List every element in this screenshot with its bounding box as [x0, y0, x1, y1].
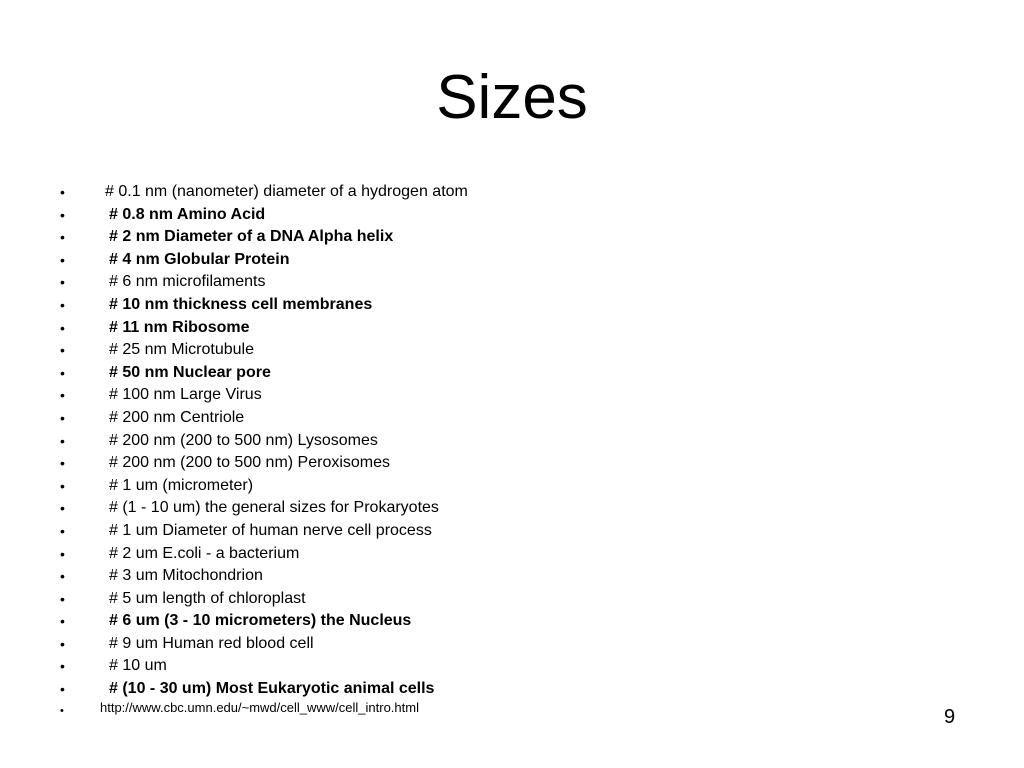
list-item-text: # 100 nm Large Virus	[109, 386, 262, 404]
list-item-text: # 200 nm (200 to 500 nm) Lysosomes	[109, 431, 378, 449]
bullet-icon: •	[60, 387, 65, 404]
list-item-text: # 9 um Human red blood cell	[109, 634, 314, 652]
list-item-text: # 5 um length of chloroplast	[109, 589, 306, 607]
bullet-icon: •	[60, 704, 64, 717]
list-item-text: # 4 nm Globular Protein	[109, 250, 290, 268]
bullet-icon: •	[60, 432, 65, 449]
bullet-icon: •	[60, 319, 65, 336]
bullet-icon: •	[60, 522, 65, 539]
bullet-icon: •	[60, 229, 65, 246]
bullet-icon: •	[60, 251, 65, 268]
bullet-icon: •	[60, 545, 65, 562]
list-item-text: # 1 um Diameter of human nerve cell process	[109, 521, 432, 539]
bullet-icon: •	[60, 184, 65, 200]
bullet-icon: •	[60, 635, 65, 652]
bullet-icon: •	[60, 681, 65, 698]
list-item-text: # (10 - 30 um) Most Eukaryotic animal cells	[109, 680, 435, 698]
bullet-icon: •	[60, 206, 65, 223]
bullet-icon: •	[60, 342, 65, 359]
slide-title: Sizes	[436, 63, 588, 132]
list-item-text: # 200 nm (200 to 500 nm) Peroxisomes	[109, 454, 391, 472]
list-item-text: # 2 um E.coli - a bacterium	[109, 544, 300, 562]
bullet-icon: •	[60, 590, 65, 607]
list-item-text: # 0.8 nm Amino Acid	[109, 205, 266, 223]
source-link[interactable]: http://www.cbc.umn.edu/~mwd/cell_www/cell_intro.html	[100, 699, 419, 715]
list-item-text: # 2 nm Diameter of a DNA Alpha helix	[109, 228, 394, 246]
bullet-icon: •	[60, 364, 65, 381]
list-item-text: # 6 um (3 - 10 micrometers) the Nucleus	[109, 612, 412, 630]
bullet-icon: •	[60, 455, 65, 472]
bullet-icon: •	[60, 568, 65, 585]
bullet-icon: •	[60, 477, 65, 494]
slide-number: 9	[944, 706, 956, 728]
list-item-text: # 3 um Mitochondrion	[109, 567, 263, 585]
bullet-icon: •	[60, 409, 65, 426]
list-item-text: # 10 um	[109, 657, 167, 675]
bullet-icon: •	[60, 658, 65, 675]
list-item-text: # 0.1 nm (nanometer) diameter of a hydrogen atom	[105, 183, 468, 200]
bullet-icon: •	[60, 613, 65, 630]
list-item-text: # 6 nm microfilaments	[109, 273, 266, 291]
bullet-icon: •	[60, 500, 65, 517]
list-item-text: # 25 nm Microtubule	[109, 341, 254, 359]
list-item-text: # (1 - 10 um) the general sizes for Prokaryotes	[109, 499, 439, 517]
list-item-text: # 11 nm Ribosome	[109, 318, 250, 336]
list-item-text: # 1 um (micrometer)	[109, 476, 254, 494]
bullet-icon: •	[60, 296, 65, 313]
list-item-text: # 50 nm Nuclear pore	[109, 363, 271, 381]
list-item-text: # 200 nm Centriole	[109, 408, 245, 426]
bullet-icon: •	[60, 274, 65, 291]
list-item-text: # 10 nm thickness cell membranes	[109, 295, 373, 313]
